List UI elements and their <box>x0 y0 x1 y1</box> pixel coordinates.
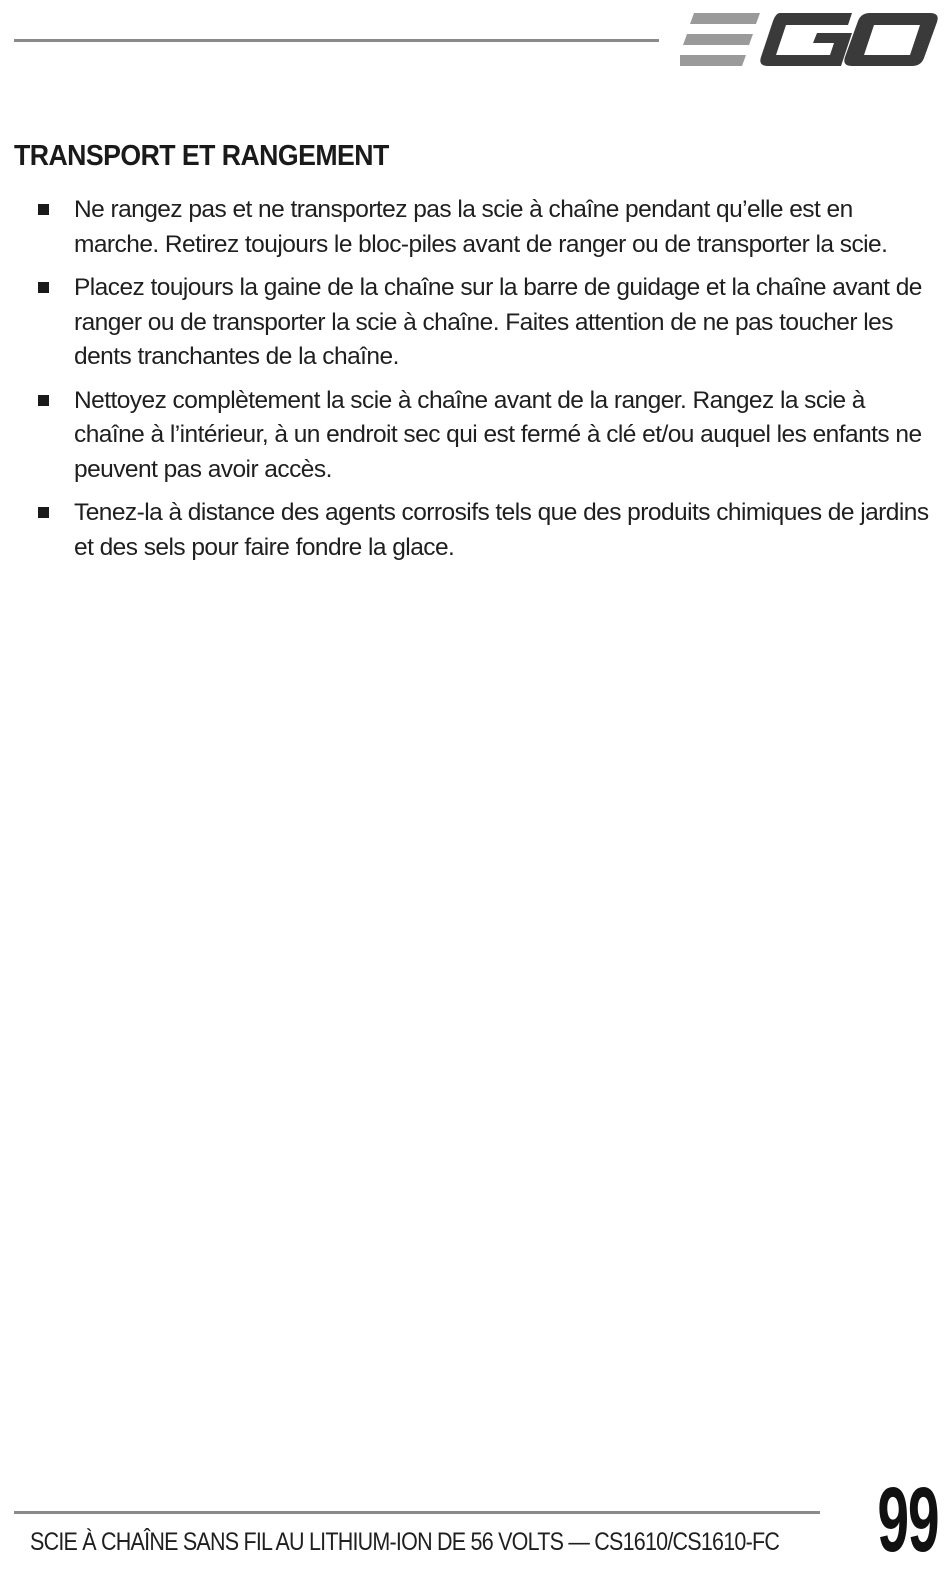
list-item <box>36 271 936 375</box>
bullet-list <box>36 193 936 574</box>
bullet-text: Placez toujours la gaine de la chaîne sur la barre de guidage et la chaîne avant de ranger ou de transporter la scie à chaîne. Faites attention de ne pas toucher les dents tranchantes de la chaîne. <box>74 274 922 370</box>
bullet-text: Nettoyez complètement la scie à chaîne avant de la ranger. Rangez la scie à chaîne à l’intérieur, à un endroit sec qui est fermé à clé et/ou auquel les enfants ne peuvent pas avoir accès. <box>74 386 922 483</box>
square-bullet-icon <box>38 204 49 215</box>
square-bullet-icon <box>38 282 49 293</box>
header-rule <box>14 39 659 42</box>
footer-title: SCIE À CHAÎNE SANS FIL AU LITHIUM-ION DE 56 VOLTS — CS1610/CS1610-FC <box>30 1528 780 1556</box>
page-number: 99 <box>877 1469 938 1571</box>
square-bullet-icon <box>38 507 49 518</box>
list-item <box>36 496 936 565</box>
list-item <box>36 193 936 262</box>
list-item <box>36 384 936 488</box>
square-bullet-icon <box>38 395 49 406</box>
ego-logo <box>680 12 938 68</box>
section-title: TRANSPORT ET RANGEMENT <box>14 140 389 172</box>
bullet-text: Tenez-la à distance des agents corrosifs tels que des produits chimiques de jardins et des sels pour faire fondre la glace. <box>74 499 929 561</box>
bullet-text: Ne rangez pas et ne transportez pas la scie à chaîne pendant qu’elle est en marche. Retirez toujours le bloc-piles avant de ranger ou de transporter la scie. <box>74 196 888 258</box>
footer-rule <box>14 1511 820 1514</box>
